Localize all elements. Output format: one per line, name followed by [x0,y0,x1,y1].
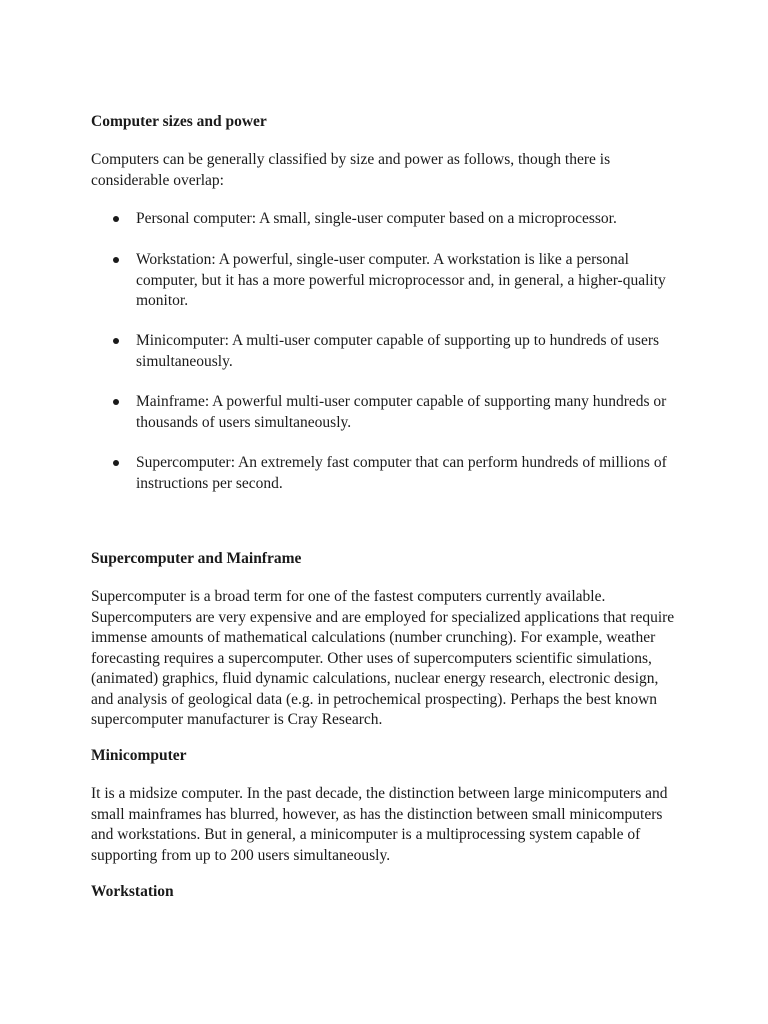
heading-supercomputer-mainframe: Supercomputer and Mainframe [91,550,302,567]
heading-computer-sizes: Computer sizes and power [91,113,267,130]
bullet-icon [113,338,119,344]
minicomputer-paragraph: It is a midsize computer. In the past decade, the distinction between large minicomputers and small mainframes has blurred, however, as has the distinction between small minicomputers and workstations. But in general, a minicomputer is a multiprocessing system capable of supporting from up to 200 users simultaneously. [91,785,668,864]
supercomputer-paragraph: Supercomputer is a broad term for one of the fastest computers currently available. Supercomputers are very expensive and are employed for specialized applications that require immense amounts of mathematical calculations (number crunching). For example, weather forecasting requires a supercomputer. Other uses of supercomputers scientific simulations, (animated) graphics, fluid dynamic calculations, nuclear energy research, electronic design, and analysis of geological data (e.g. in petrochemical prospecting). Perhaps the best known supercomputer manufacturer is Cray Research. [91,588,675,728]
bullet-icon [113,399,119,405]
bullet-icon [113,257,119,263]
list-item-text: Workstation: A powerful, single-user computer. A workstation is like a personal computer, but it has a more powerful microprocessor and, in general, a higher-quality monitor. [136,251,666,309]
list-item-text: Mainframe: A powerful multi-user computer capable of supporting many hundreds or thousands of users simultaneously. [136,393,667,431]
heading-minicomputer: Minicomputer [91,747,187,764]
intro-paragraph: Computers can be generally classified by size and power as follows, though there is considerable overlap: [91,151,611,189]
bullet-icon [113,460,119,466]
list-item-text: Minicomputer: A multi-user computer capable of supporting up to hundreds of users simultaneously. [136,332,660,370]
list-item-text: Personal computer: A small, single-user computer based on a microprocessor. [136,210,617,227]
heading-workstation: Workstation [91,883,174,900]
list-item-text: Supercomputer: An extremely fast computer that can perform hundreds of millions of instructions per second. [136,454,667,492]
bullet-icon [113,216,119,222]
